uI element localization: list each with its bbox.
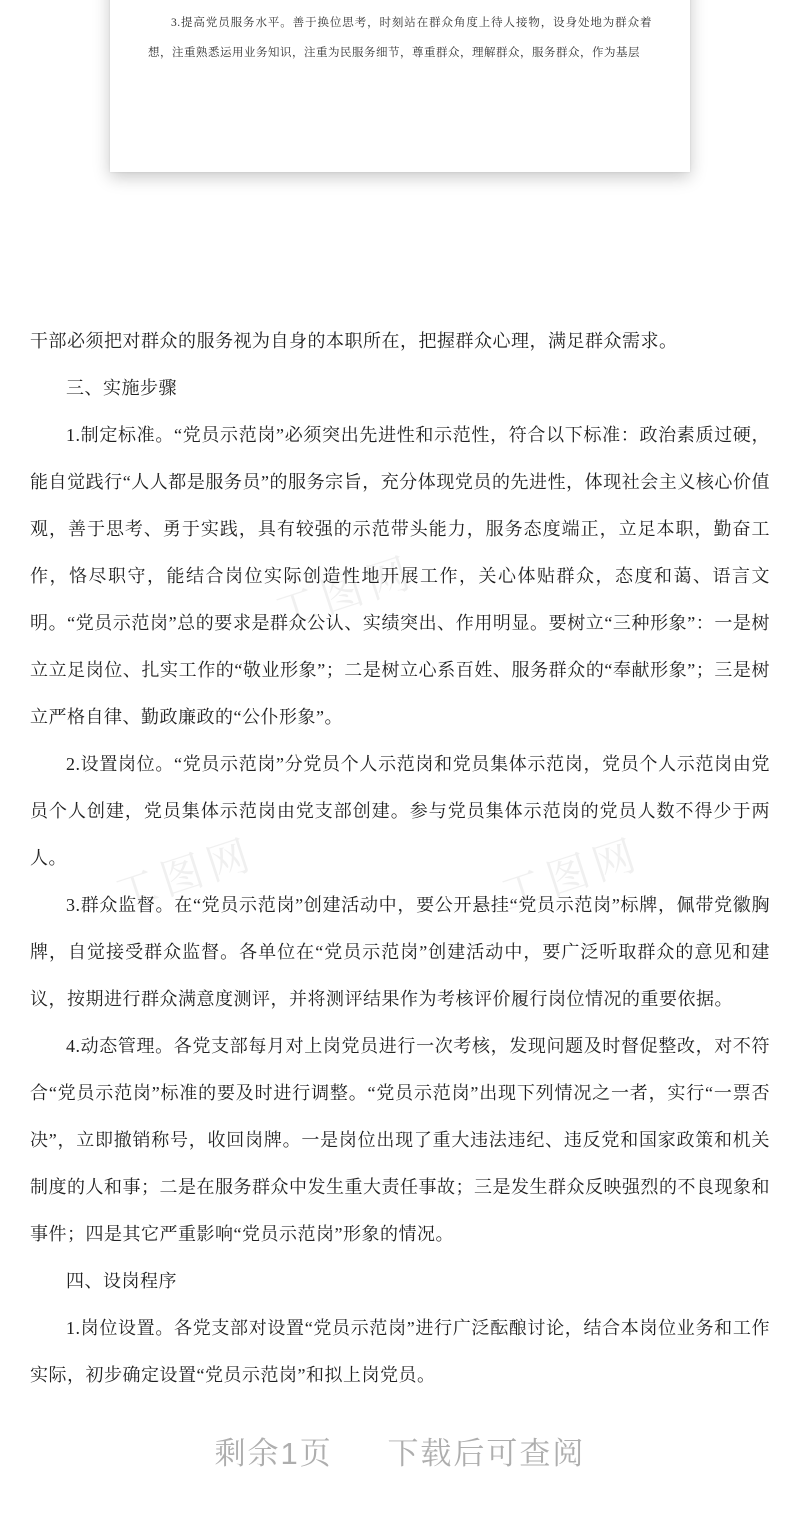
paragraph: 干部必须把对群众的服务视为自身的本职所在，把握群众心理，满足群众需求。 [30, 331, 678, 351]
document-body [30, 318, 770, 1399]
page-thumbnail [110, 0, 690, 172]
watermark: 工图网 [269, 547, 421, 637]
paragraph: 2.设置岗位。“党员示范岗”分党员个人示范岗和党员集体示范岗，党员个人示范岗由党员个人创建，党员集体示范岗由党支部创建。参与党员集体示范岗的党员人数不得少于两人。 [30, 754, 770, 868]
paragraph: 1.岗位设置。各党支部对设置“党员示范岗”进行广泛酝酿讨论，结合本岗位业务和工作实际，初步确定设置“党员示范岗”和拟上岗党员。 [30, 1318, 770, 1385]
section-heading: 四、设岗程序 [66, 1271, 177, 1291]
footer [0, 1428, 800, 1473]
thumbnail-text: 3.提高党员服务水平。善于换位思考，时刻站在群众角度上待人接物，设身处地为群众着想，注重熟悉运用业务知识，注重为民服务细节，尊重群众，理解群众，服务群众，作为基层 [148, 17, 652, 59]
watermark: 工图网 [109, 829, 261, 919]
watermark: 工图网 [495, 829, 647, 919]
section-heading: 三、实施步骤 [66, 378, 177, 398]
paragraph: 1.制定标准。“党员示范岗”必须突出先进性和示范性，符合以下标准：政治素质过硬，能自觉践行“人人都是服务员”的服务宗旨，充分体现党员的先进性，体现社会主义核心价值观，善于思考、勇于实践，具有较强的示范带头能力，服务态度端正，立足本职，勤奋工作，恪尽职守，能结合岗位实际创造性地开展工作，关心体贴群众，态度和蔼、语言文明。“党员示范岗”总的要求是群众公认、实绩突出、作用明显。要树立“三种形象”：一是树立立足岗位、扎实工作的“敬业形象”；二是树立心系百姓、服务群众的“奉献形象”；三是树立严格自律、勤政廉政的“公仆形象”。 [30, 425, 770, 727]
paragraph: 3.群众监督。在“党员示范岗”创建活动中，要公开悬挂“党员示范岗”标牌，佩带党徽胸牌，自觉接受群众监督。各单位在“党员示范岗”创建活动中，要广泛听取群众的意见和建议，按期进行群众满意度测评，并将测评结果作为考核评价履行岗位情况的重要依据。 [30, 895, 770, 1009]
remaining-pages-label: 剩余1页 [214, 1436, 333, 1471]
paragraph: 4.动态管理。各党支部每月对上岗党员进行一次考核，发现问题及时督促整改，对不符合“党员示范岗”标准的要及时进行调整。“党员示范岗”出现下列情况之一者，实行“一票否决”，立即撤销称号，收回岗牌。一是岗位出现了重大违法违纪、违反党和国家政策和机关制度的人和事；二是在服务群众中发生重大责任事故；三是发生群众反映强烈的不良现象和事件；四是其它严重影响“党员示范岗”形象的情况。 [30, 1036, 770, 1244]
download-hint-label: 下载后可查阅 [387, 1436, 586, 1471]
